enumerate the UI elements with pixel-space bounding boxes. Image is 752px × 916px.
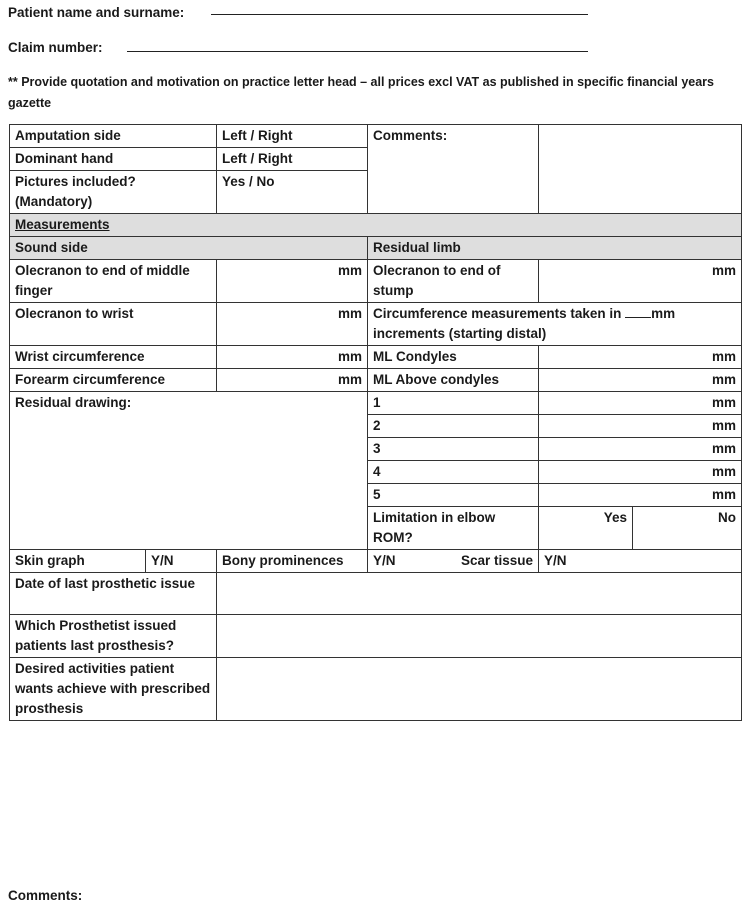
forearm-circumference-label: Forearm circumference	[10, 369, 217, 392]
table-row	[10, 237, 742, 260]
table-row	[10, 615, 742, 658]
increment-label: 1	[368, 392, 539, 415]
table-row	[10, 369, 742, 392]
increment-value-3[interactable]	[539, 438, 742, 461]
last-prosthetic-issue-label: Date of last prosthetic issue	[10, 573, 217, 615]
claim-number-label: Claim number:	[8, 40, 103, 55]
limitation-elbow-label: Limitation in elbow ROM?	[368, 507, 539, 550]
dominant-hand-value[interactable]: Left / Right	[217, 148, 368, 171]
increment-blank[interactable]	[625, 304, 651, 318]
unit-label: mm	[712, 395, 737, 410]
unit-label: mm	[712, 441, 737, 456]
increment-value-1[interactable]	[539, 392, 742, 415]
increment-label: 5	[368, 484, 539, 507]
table-row	[10, 550, 742, 573]
desired-activities-field[interactable]	[217, 658, 742, 721]
table-row	[10, 214, 742, 237]
comments-label: Comments:	[368, 125, 539, 214]
unit-label: mm	[712, 349, 737, 364]
amputation-side-label: Amputation side	[10, 125, 217, 148]
olecranon-stump-value[interactable]	[539, 260, 742, 303]
table-row	[10, 260, 742, 303]
claim-number-line[interactable]	[127, 51, 588, 52]
residual-drawing-area[interactable]	[10, 392, 368, 550]
olecranon-middle-finger-value[interactable]	[217, 260, 368, 303]
prosthetist-label: Which Prosthetist issued patients last prosthesis?	[10, 615, 217, 658]
increment-label: 3	[368, 438, 539, 461]
limitation-no-option[interactable]: No	[633, 507, 742, 550]
assessment-table	[9, 124, 742, 721]
circumference-note: Circumference measurements taken in mm increments (starting distal)	[368, 303, 742, 346]
forearm-circumference-value[interactable]	[217, 369, 368, 392]
skin-graph-label: Skin graph	[10, 550, 146, 573]
ml-above-condyles-value[interactable]	[539, 369, 742, 392]
wrist-circumference-value[interactable]	[217, 346, 368, 369]
patient-name-label: Patient name and surname:	[8, 5, 185, 20]
skin-graph-value[interactable]: Y/N	[146, 550, 217, 573]
table-row	[10, 346, 742, 369]
unit-label: mm	[338, 349, 363, 364]
increment-value-5[interactable]	[539, 484, 742, 507]
ml-condyles-value[interactable]	[539, 346, 742, 369]
pictures-included-label: Pictures included? (Mandatory)	[10, 171, 217, 214]
dominant-hand-label: Dominant hand	[10, 148, 217, 171]
unit-label: mm	[712, 487, 737, 502]
footer-comments-label: Comments:	[8, 888, 83, 903]
olecranon-middle-finger-label: Olecranon to end of middle finger	[10, 260, 217, 303]
comments-field[interactable]	[539, 125, 742, 214]
table-row	[10, 573, 742, 615]
increment-value-2[interactable]	[539, 415, 742, 438]
table-row	[10, 303, 742, 346]
wrist-circumference-label: Wrist circumference	[10, 346, 217, 369]
increment-label: 2	[368, 415, 539, 438]
ml-above-condyles-label: ML Above condyles	[368, 369, 539, 392]
table-row	[10, 125, 742, 148]
olecranon-stump-label: Olecranon to end of stump	[368, 260, 539, 303]
table-row	[10, 392, 742, 415]
olecranon-wrist-label: Olecranon to wrist	[10, 303, 217, 346]
bony-prominences-value[interactable]: Y/N Scar tissue	[368, 550, 539, 573]
prosthetist-field[interactable]	[217, 615, 742, 658]
unit-label: mm	[712, 372, 737, 387]
limitation-yes-option[interactable]: Yes	[539, 507, 633, 550]
unit-label: mm	[338, 372, 363, 387]
table-row	[10, 658, 742, 721]
olecranon-wrist-value[interactable]	[217, 303, 368, 346]
amputation-side-value[interactable]: Left / Right	[217, 125, 368, 148]
patient-name-line[interactable]	[211, 14, 588, 15]
ml-condyles-label: ML Condyles	[368, 346, 539, 369]
scar-tissue-value[interactable]: Y/N	[539, 550, 742, 573]
quotation-note: ** Provide quotation and motivation on practice letter head – all prices excl VAT as published in specific financial years gazette	[8, 75, 714, 110]
unit-label: mm	[712, 418, 737, 433]
increment-label: 4	[368, 461, 539, 484]
last-prosthetic-issue-field[interactable]	[217, 573, 742, 615]
unit-label: mm	[712, 464, 737, 479]
scar-tissue-label: Scar tissue	[460, 553, 534, 568]
unit-label: mm	[338, 306, 363, 321]
measurements-heading: Measurements	[10, 214, 742, 237]
desired-activities-label: Desired activities patient wants achieve with prescribed prosthesis	[10, 658, 217, 721]
unit-label: mm	[712, 263, 737, 278]
sound-side-heading: Sound side	[10, 237, 368, 260]
pictures-included-value[interactable]: Yes / No	[217, 171, 368, 214]
residual-limb-heading: Residual limb	[368, 237, 742, 260]
bony-prominences-label: Bony prominences	[217, 550, 368, 573]
increment-value-4[interactable]	[539, 461, 742, 484]
residual-drawing-label: Residual drawing:	[15, 395, 132, 410]
unit-label: mm	[338, 263, 363, 278]
